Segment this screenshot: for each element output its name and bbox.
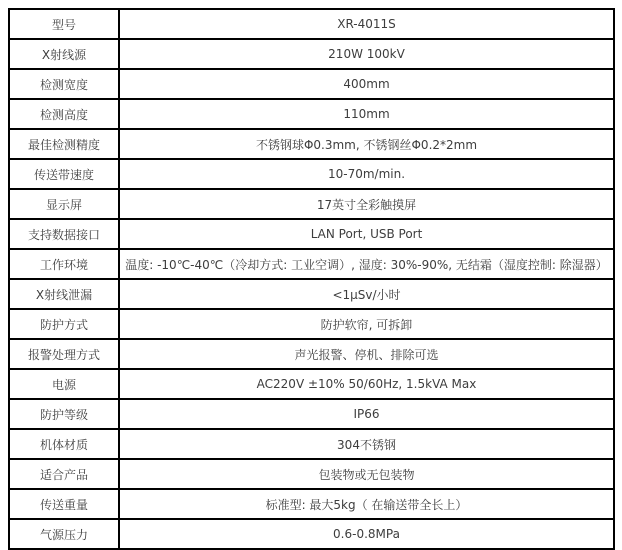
spec-row-label: 传送重量 [9, 489, 119, 519]
spec-row [9, 99, 614, 129]
spec-row-value: AC220V ±10% 50/60Hz, 1.5kVA Max [119, 369, 614, 399]
spec-row [9, 69, 614, 99]
spec-row [9, 309, 614, 339]
spec-row-value: 温度: -10℃-40℃（冷却方式: 工业空调）, 湿度: 30%-90%, 无结霜（湿度控制: 除湿器） [119, 249, 614, 279]
spec-row-value: 包装物或无包装物 [119, 459, 614, 489]
spec-row-label: 检测高度 [9, 99, 119, 129]
spec-sheet [8, 8, 615, 542]
spec-row-value: 304不锈钢 [119, 429, 614, 459]
spec-row-value: 400mm [119, 69, 614, 99]
spec-row-value: LAN Port, USB Port [119, 219, 614, 249]
spec-row-value: 标准型: 最大5kg（ 在输送带全长上） [119, 489, 614, 519]
spec-row [9, 129, 614, 159]
spec-row [9, 39, 614, 69]
spec-row-label: 机体材质 [9, 429, 119, 459]
spec-row [9, 249, 614, 279]
spec-row [9, 459, 614, 489]
spec-row-label: 最佳检测精度 [9, 129, 119, 159]
spec-table [8, 8, 615, 550]
spec-row-value: 210W 100kV [119, 39, 614, 69]
spec-row [9, 219, 614, 249]
spec-row-label: 型号 [9, 9, 119, 39]
spec-row-label: 工作环境 [9, 249, 119, 279]
spec-row [9, 159, 614, 189]
spec-row-label: X射线源 [9, 39, 119, 69]
spec-row-label: 防护等级 [9, 399, 119, 429]
spec-row-value: <1μSv/小时 [119, 279, 614, 309]
spec-row-label: X射线泄漏 [9, 279, 119, 309]
spec-row-value: XR-4011S [119, 9, 614, 39]
spec-row [9, 519, 614, 549]
spec-row [9, 189, 614, 219]
spec-row-value: 声光报警、停机、排除可选 [119, 339, 614, 369]
spec-row [9, 489, 614, 519]
spec-row-value: 不锈钢球Φ0.3mm, 不锈钢丝Φ0.2*2mm [119, 129, 614, 159]
spec-row [9, 279, 614, 309]
spec-row-label: 适合产品 [9, 459, 119, 489]
spec-row-label: 传送带速度 [9, 159, 119, 189]
spec-row [9, 339, 614, 369]
spec-row [9, 399, 614, 429]
spec-row-value: 110mm [119, 99, 614, 129]
spec-row [9, 9, 614, 39]
spec-row-label: 检测宽度 [9, 69, 119, 99]
spec-row-label: 报警处理方式 [9, 339, 119, 369]
spec-row-label: 显示屏 [9, 189, 119, 219]
spec-row [9, 369, 614, 399]
spec-row [9, 429, 614, 459]
spec-row-value: 防护软帘, 可拆卸 [119, 309, 614, 339]
spec-row-value: 0.6-0.8MPa [119, 519, 614, 549]
spec-table-body [9, 9, 614, 549]
spec-row-label: 防护方式 [9, 309, 119, 339]
spec-row-value: 17英寸全彩触摸屏 [119, 189, 614, 219]
spec-row-value: 10-70m/min. [119, 159, 614, 189]
spec-row-label: 支持数据接口 [9, 219, 119, 249]
spec-row-label: 电源 [9, 369, 119, 399]
spec-row-label: 气源压力 [9, 519, 119, 549]
spec-row-value: IP66 [119, 399, 614, 429]
